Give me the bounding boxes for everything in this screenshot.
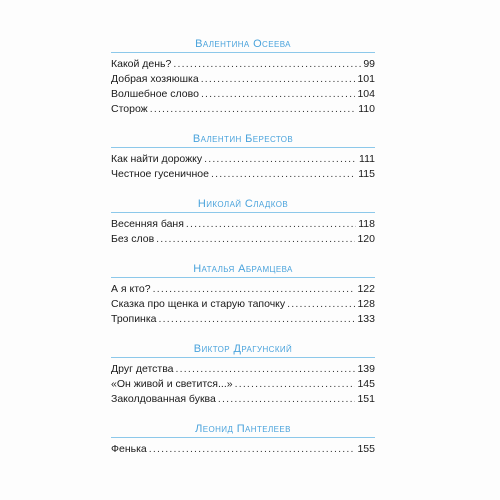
dot-leader (211, 167, 356, 182)
dot-leader (150, 102, 357, 117)
entry-title: Добрая хозяюшка (111, 73, 199, 85)
entry-title: Заколдованная буква (111, 393, 216, 405)
author-heading: Наталья Абрамцева (193, 263, 293, 275)
dot-leader (204, 152, 357, 167)
dot-leader (176, 362, 356, 377)
entry-page-number: 110 (358, 103, 375, 115)
entry-title: «Он живой и светится...» (111, 378, 233, 390)
dot-leader (173, 57, 361, 72)
dot-leader (201, 72, 356, 87)
toc-section (111, 341, 375, 407)
entry-page-number: 122 (357, 283, 375, 295)
entry-page-number: 101 (357, 73, 375, 85)
entry-list (111, 282, 375, 327)
entry-page-number: 111 (359, 153, 375, 165)
toc-entry[interactable] (111, 377, 375, 392)
toc-entry[interactable] (111, 362, 375, 377)
author-heading: Валентина Осеева (195, 38, 291, 50)
entry-page-number: 155 (357, 443, 375, 455)
entry-title: Волшебное слово (111, 88, 199, 100)
section-divider (111, 147, 375, 148)
toc-entry[interactable] (111, 152, 375, 167)
dot-leader (153, 282, 356, 297)
toc-entry[interactable] (111, 312, 375, 327)
entry-list (111, 362, 375, 407)
entry-title: Какой день? (111, 58, 172, 70)
toc-entry[interactable] (111, 87, 375, 102)
toc-entry[interactable] (111, 102, 375, 117)
entry-page-number: 139 (357, 363, 375, 375)
author-heading: Виктор Драгунский (193, 343, 293, 355)
entry-title: А я кто? (111, 283, 151, 295)
entry-list (111, 217, 375, 247)
dot-leader (186, 217, 356, 232)
table-of-contents (111, 36, 375, 471)
entry-title: Сказка про щенка и старую тапочку (111, 298, 286, 310)
entry-title: Весенняя баня (111, 218, 184, 230)
dot-leader (287, 297, 355, 312)
dot-leader (201, 87, 356, 102)
entry-page-number: 145 (357, 378, 375, 390)
toc-entry[interactable] (111, 282, 375, 297)
entry-list (111, 152, 375, 182)
entry-title: Без слов (111, 233, 155, 245)
dot-leader (235, 377, 356, 392)
section-divider (111, 52, 375, 53)
entry-page-number: 128 (357, 298, 375, 310)
entry-page-number: 104 (357, 88, 375, 100)
entry-page-number: 118 (358, 218, 375, 230)
toc-section (111, 196, 375, 247)
toc-entry[interactable] (111, 217, 375, 232)
entry-title: Сторож (111, 103, 148, 115)
toc-section (111, 36, 375, 117)
toc-entry[interactable] (111, 392, 375, 407)
entry-title: Друг детства (111, 363, 174, 375)
toc-section (111, 261, 375, 327)
entry-title: Тропинка (111, 313, 157, 325)
dot-leader (159, 312, 356, 327)
toc-entry[interactable] (111, 442, 375, 457)
toc-section (111, 131, 375, 182)
entry-page-number: 133 (357, 313, 375, 325)
entry-page-number: 151 (357, 393, 375, 405)
dot-leader (149, 442, 356, 457)
section-divider (111, 277, 375, 278)
section-divider (111, 357, 375, 358)
author-heading: Николай Сладков (197, 198, 289, 210)
toc-entry[interactable] (111, 57, 375, 72)
entry-page-number: 99 (363, 58, 375, 70)
toc-entry[interactable] (111, 297, 375, 312)
section-divider (111, 212, 375, 213)
author-heading: Леонид Пантелеев (195, 423, 291, 435)
toc-section (111, 421, 375, 457)
entry-title: Как найти дорожку (111, 153, 203, 165)
entry-title: Честное гусеничное (111, 168, 209, 180)
entry-page-number: 115 (358, 168, 375, 180)
dot-leader (156, 232, 355, 247)
section-divider (111, 437, 375, 438)
author-heading: Валентин Берестов (192, 133, 294, 145)
toc-entry[interactable] (111, 72, 375, 87)
entry-list (111, 442, 375, 457)
toc-entry[interactable] (111, 167, 375, 182)
toc-entry[interactable] (111, 232, 375, 247)
entry-page-number: 120 (357, 233, 375, 245)
entry-title: Фенька (111, 443, 147, 455)
dot-leader (218, 392, 356, 407)
entry-list (111, 57, 375, 117)
